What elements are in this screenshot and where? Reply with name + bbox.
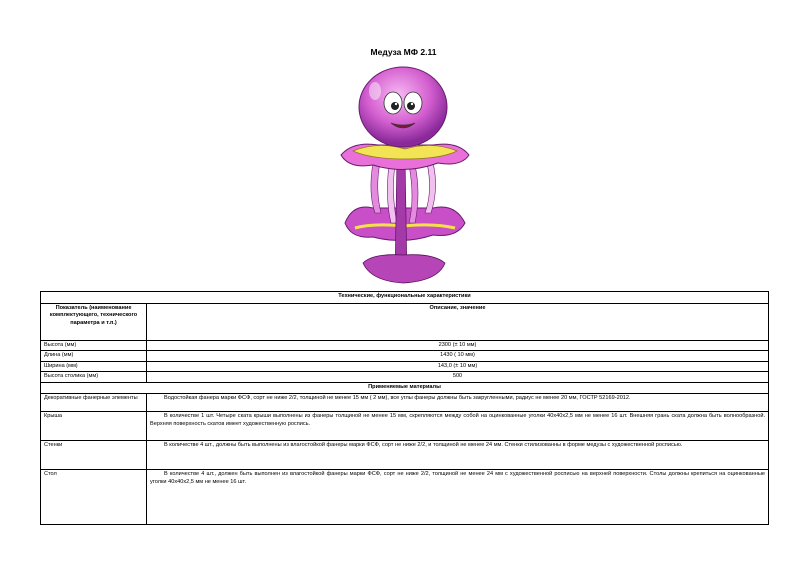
row-value: В количестве 4 шт., должен быть выполнен из влагостойкой фанеры марки ФСФ, сорт не ниже 2/2, толщиной не менее 24 мм с художественной росписью на верхней поверхности. Столы должны крепиться на оцинкованные уголки 40х40х2,5 мм не менее 16 шт. — [147, 470, 769, 525]
row-label: Длина (мм) — [41, 351, 147, 362]
document-title: Медуза МФ 2.11 — [370, 47, 437, 57]
row-label: Высота (мм) — [41, 340, 147, 351]
row-label: Ширина (мм) — [41, 361, 147, 372]
row-label: Крыша — [41, 412, 147, 441]
row-label: Стол — [41, 470, 147, 525]
column-header-parameter: Показатель (наименование комплектующего, технического параметра и т.п.) — [41, 303, 147, 340]
jellyfish-playground-image — [333, 63, 475, 289]
section-header-technical: Технические, функциональные характеристики — [41, 292, 769, 304]
table-row — [41, 351, 769, 362]
table-row — [41, 470, 769, 525]
column-header-value: Описание, значение — [147, 303, 769, 340]
table-row — [41, 340, 769, 351]
section-header-row — [41, 382, 769, 394]
section-header-row — [41, 292, 769, 304]
specifications-table — [40, 291, 769, 525]
row-value: 1430 ( 10 мм) — [147, 351, 769, 362]
table-row — [41, 372, 769, 383]
row-value: 500 — [147, 372, 769, 383]
row-value: 143,0 (± 10 мм) — [147, 361, 769, 372]
column-header-row — [41, 303, 769, 340]
section-header-materials: Применяемые материалы — [41, 382, 769, 394]
row-value: В количестве 1 шт. Четыре ската крыши выполнены из фанеры толщиной не менее 15 мм, скрепляются между собой на оцинкованные уголки 40х40х2,5 мм не менее 16 шт. Внешняя грань ската должна быть волнообразной. Верхняя поверхность скатов имеет художественную роспись. — [147, 412, 769, 441]
row-label: Стенки — [41, 441, 147, 470]
table-row — [41, 361, 769, 372]
row-value: 2300 (± 10 мм) — [147, 340, 769, 351]
table-row — [41, 394, 769, 412]
row-label: Высота столика (мм) — [41, 372, 147, 383]
row-value: В количестве 4 шт., должны быть выполнены из влагостойкой фанеры марки ФСФ, сорт не ниже 2/2, и толщиной не менее 24 мм. Стенки стилизованны в форме медузы с художественной росписью. — [147, 441, 769, 470]
table-row — [41, 412, 769, 441]
row-label: Декоративные фанерные элементы — [41, 394, 147, 412]
table-row — [41, 441, 769, 470]
row-value: Водостойкая фанера марки ФСФ, сорт не ниже 2/2, толщиной не менее 15 мм ( 2 мм), все углы фанеры должны быть закругленными, радиус не менее 20 мм, ГОСТР 52169-2012. — [147, 394, 769, 412]
